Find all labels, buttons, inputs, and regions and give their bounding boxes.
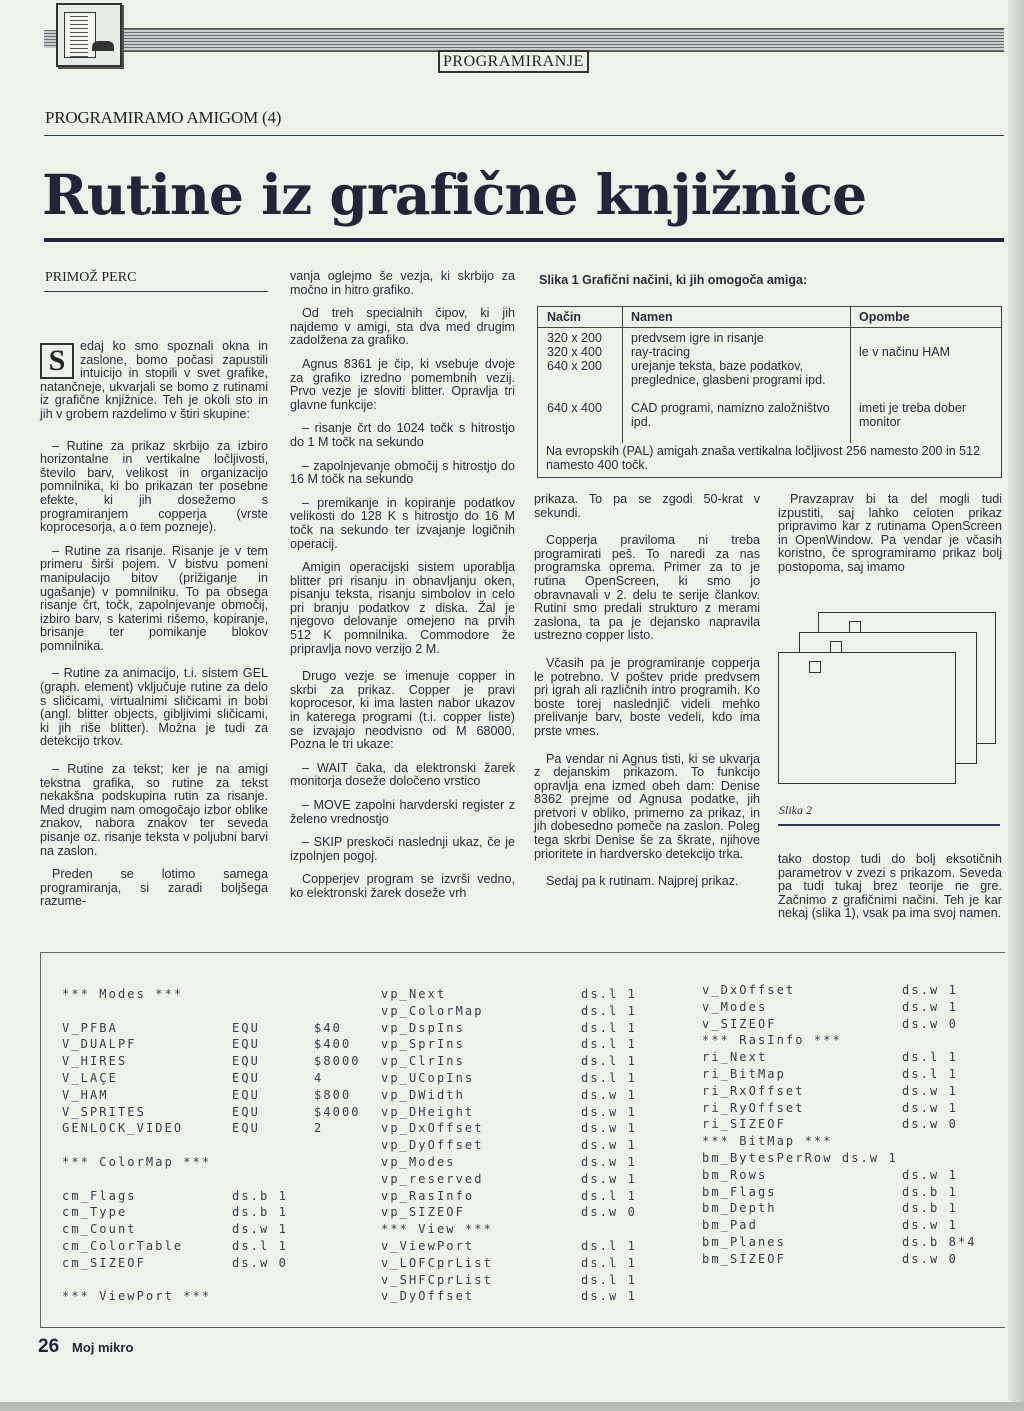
code-label: v_ViewPort	[381, 1238, 475, 1253]
divider	[778, 824, 1000, 826]
code-line	[381, 986, 671, 1003]
code-directive: EQU	[232, 1054, 260, 1069]
code-line	[381, 1221, 671, 1238]
code-label: v_DxOffset	[702, 983, 796, 997]
paragraph: Včasih pa je programiranje copperja le potrebno. V poštev pride predvsem pri igrah ali različnih intro programih. Ko boste torej naslednjič videli mehko prelivanje barv, boste vedeli, kdo ima prste vmes.	[534, 655, 760, 738]
code-line	[381, 1137, 671, 1154]
code-directive: ds.w 1	[581, 1138, 637, 1153]
column-header: Opombe	[859, 310, 910, 324]
code-value: $800	[314, 1087, 352, 1102]
code-line	[702, 999, 1002, 1016]
document-icon	[64, 12, 96, 58]
paragraph: – risanje črt do 1024 točk s hitrostjo do 1 M točk na sekundo	[290, 421, 515, 449]
code-directive: ds.l 1	[581, 1188, 637, 1203]
paragraph: prikaza. To pa se zgodi 50-krat v sekundi.	[534, 492, 760, 520]
article-column-4	[778, 493, 1002, 585]
code-directive: ds.w 0	[902, 1016, 958, 1031]
code-line	[381, 1255, 671, 1272]
code-line	[62, 1104, 362, 1121]
code-directive: ds.w 1	[902, 983, 958, 997]
code-value: $400	[314, 1037, 352, 1052]
code-label: vp_Next	[381, 987, 447, 1001]
paragraph: Agnus 8361 je čip, ki vsebuje dvoje za grafiko izredno pomembnih vezij. Prvo vezje je sloviti blitter. Opravlja tri glavne funkcije:	[290, 356, 515, 412]
series-title: PROGRAMIRAMO AMIGOM (4)	[45, 108, 282, 127]
code-listing-column-3	[702, 982, 1002, 1268]
code-line	[62, 1171, 362, 1188]
code-label: ri_RyOffset	[702, 1100, 805, 1115]
paragraph: – Rutine za prikaz skrbijo za izbiro horizontalne in vertikalne ločljivosti, število barv, velikost in organizacijo pomnilnika, ki bo prikazan ter posebne efekte, ki jih dosežemo s programiranjem copperja (vrste koprocesorja, a o tem pozneje).	[40, 438, 268, 535]
header-band	[60, 28, 1004, 52]
code-directive: ds.w 1	[581, 1121, 637, 1136]
code-value: $40	[314, 1020, 342, 1035]
code-label: v_SHFCprList	[381, 1272, 493, 1287]
code-label: vp_DspIns	[381, 1020, 465, 1035]
code-line	[702, 1167, 1002, 1184]
code-line	[702, 1251, 1002, 1268]
author-byline: PRIMOŽ PERC	[45, 270, 137, 285]
table-cell-purpose: predvsem igre in risanje	[631, 331, 764, 345]
code-line	[62, 1288, 362, 1305]
code-label: V_DUALPF	[62, 1037, 137, 1052]
code-line	[702, 1032, 1002, 1049]
table-footnote: Na evropskih (PAL) amigah znaša vertikalna ločljivost 256 namesto 200 in 512 namesto 400 točk.	[546, 444, 981, 472]
table-cell-mode: 640 x 200	[547, 359, 602, 373]
divider	[44, 135, 1004, 136]
table-cell-purpose: ray-tracing	[631, 345, 691, 359]
code-directive: ds.w 1	[581, 1171, 637, 1186]
code-directive: ds.w 1	[581, 1104, 637, 1119]
column-divider	[622, 307, 623, 443]
paragraph: Drugo vezje se imenuje copper in skrbi za prikaz. Copper je pravi koprocesor, ki ima lasten nabor ukazov in katerega programi (t.i. copper liste) se izvajajo neodvisno od M 68000. Pozna le tri ukaze:	[290, 669, 515, 752]
code-directive: ds.w 1	[581, 1289, 637, 1304]
code-line	[62, 1272, 362, 1289]
page-edge-shadow	[1008, 0, 1024, 1411]
code-directive: EQU	[232, 1121, 260, 1136]
paragraph: tako dostop tudi do bolj eksotičnih parametrov v zvezi s prikazom. Seveda pa tudi tukaj brez teorije ne gre. Začnimo z grafičnimi načini. Teh je kar nekaj (slika 1), vsak pa ima svoj namen.	[778, 852, 1002, 921]
code-line	[62, 1221, 362, 1238]
code-directive: ds.w 0	[902, 1251, 958, 1266]
code-label: ri_Next	[702, 1050, 768, 1065]
code-label: v_Modes	[702, 999, 768, 1014]
telephone-icon	[92, 41, 114, 51]
code-label: vp_UCopIns	[381, 1070, 475, 1085]
paragraph: – Rutine za tekst; ker je na amigi tekstna grafika, so rutine za tekst nekakšna podskupina rutin za risanje. Med drugim nam omogočajo izbor oblike znakov, nabora znakov ter seveda pisanje oz. risanje teksta v poljubni barvi na zaslon.	[40, 762, 268, 858]
code-line	[381, 1154, 671, 1171]
column-header: Namen	[631, 310, 673, 324]
magazine-name: Moj mikro	[72, 1340, 134, 1355]
figure-1-caption: Slika 1 Grafični načini, ki jih omogoča amiga:	[539, 273, 808, 287]
table-cell-note: le v načinu HAM	[859, 345, 951, 359]
code-line	[381, 1120, 671, 1137]
code-label: ri_SIZEOF	[702, 1117, 786, 1132]
code-label: ri_RxOffset	[702, 1083, 805, 1098]
code-line	[381, 1238, 671, 1255]
article-title: Rutine iz grafične knjižnice	[42, 162, 867, 227]
code-label: *** View ***	[381, 1222, 493, 1237]
table-cell-mode: 320 x 400	[547, 345, 602, 359]
code-line	[62, 986, 362, 1003]
code-label: vp_DHeight	[381, 1104, 475, 1119]
paragraph: Copperjev program se izvrši vedno, ko elektronski žarek doseže vrh	[290, 872, 515, 900]
code-directive: ds.l 1	[581, 1272, 637, 1287]
code-line	[381, 1288, 671, 1305]
paragraph-text: edaj ko smo spoznali okna in zaslone, bomo počasi zapustili intuicijo in stopili v svet grafike, natančneje, ukvarjali se bomo z rutinami iz grafične knjižnice. Teh je okoli sto in jih v grobem razdelimo v štiri skupine:	[40, 339, 268, 421]
code-line	[702, 1066, 1002, 1083]
code-line	[702, 1184, 1002, 1201]
code-directive: ds.b 1	[232, 1205, 288, 1220]
code-label: *** ViewPort ***	[62, 1289, 212, 1304]
code-line	[62, 1188, 362, 1205]
code-line	[381, 1036, 671, 1053]
code-label: *** ColorMap ***	[62, 1154, 212, 1169]
code-label: V_LAÇE	[62, 1070, 118, 1085]
paragraph	[40, 340, 268, 422]
code-label: GENLOCK_VIDEO	[62, 1121, 184, 1136]
code-label: V_HAM	[62, 1087, 109, 1102]
code-label: vp_DxOffset	[381, 1121, 484, 1136]
code-listing-column-1	[62, 986, 362, 1305]
code-line	[62, 1137, 362, 1154]
code-label: vp_DyOffset	[381, 1138, 484, 1153]
page-bottom-edge	[0, 1402, 1024, 1411]
paragraph: Preden se lotimo samega programiranja, si zaradi boljšega razume-	[40, 867, 268, 909]
code-directive: EQU	[232, 1087, 260, 1102]
figure-2-caption: Slika 2	[779, 803, 812, 817]
code-directive: ds.l 1	[581, 1054, 637, 1069]
code-label: bm_Flags	[702, 1184, 777, 1199]
code-label: *** BitMap ***	[702, 1134, 833, 1149]
column-header: Način	[547, 310, 582, 324]
code-line	[381, 1020, 671, 1037]
code-value: 2	[314, 1121, 324, 1136]
code-directive: ds.l 1	[581, 1020, 637, 1035]
divider	[44, 291, 268, 292]
code-label: cm_Flags	[62, 1188, 137, 1203]
paragraph: Amigin operacijski sistem uporablja blitter pri risanju in obnavljanju oken, pisanju teksta, risanju simbolov in celo pri branju podatkov z diska. Žal je njegovo delovanje omejeno na prvih 512 K pomnilnika. Commodore že pripravlja novo verzijo 2 M.	[290, 560, 515, 656]
code-label: bm_Rows	[702, 1167, 768, 1182]
code-label: *** Modes ***	[62, 987, 184, 1001]
paragraph: vanja oglejmo še vezja, ki skrbijo za močno in hitro grafiko.	[290, 269, 515, 297]
code-line	[702, 1049, 1002, 1066]
code-label: bm_BytesPerRow ds.w 1	[702, 1150, 898, 1165]
article-column-2	[290, 270, 515, 911]
code-label: V_PFBA	[62, 1020, 118, 1035]
code-label: bm_Depth	[702, 1201, 777, 1216]
code-directive: ds.l 1	[581, 1037, 637, 1052]
code-directive: ds.w 1	[902, 1100, 958, 1115]
table-cell-mode: 320 x 200	[547, 331, 602, 345]
page-number: 26	[38, 1336, 60, 1357]
column-divider	[850, 307, 851, 443]
code-directive: ds.w 1	[232, 1222, 288, 1237]
code-label: bm_Pad	[702, 1218, 758, 1233]
code-line	[381, 1204, 671, 1221]
code-label: v_LOFCprList	[381, 1255, 493, 1270]
code-directive: ds.l 1	[581, 1238, 637, 1253]
code-directive: ds.l 1	[581, 1255, 637, 1270]
code-label: vp_RasInfo	[381, 1188, 475, 1203]
code-line	[702, 1133, 1002, 1150]
article-column-4-continued	[778, 853, 1002, 931]
code-label: V_HIRES	[62, 1054, 128, 1069]
code-label: vp_reserved	[381, 1171, 484, 1186]
code-directive: ds.w 1	[902, 1218, 958, 1233]
code-directive: ds.l 1	[902, 1050, 958, 1065]
code-line	[62, 1204, 362, 1221]
code-line	[62, 1053, 362, 1070]
paragraph: Pravzaprav bi ta del mogli tudi izpustiti, saj lahko celoten prikaz pripravimo kar z rutinama OpenScreen in OpenWindow. Pa vendar je včasih koristno, če sprogramiramo prikaz bolj postopoma, saj imamo	[778, 492, 1002, 574]
code-line	[702, 1217, 1002, 1234]
code-label: vp_ColorMap	[381, 1003, 484, 1018]
paragraph: – MOVE zapolni harvderski register z želeno vrednostjo	[290, 798, 515, 826]
code-directive: ds.w 0	[902, 1117, 958, 1132]
code-listing-column-2	[381, 986, 671, 1305]
code-label: vp_ClrIns	[381, 1054, 465, 1069]
code-label: vp_SIZEOF	[381, 1205, 465, 1220]
article-column-1	[40, 340, 268, 919]
code-label: cm_Type	[62, 1205, 128, 1220]
code-line	[62, 1070, 362, 1087]
code-value: 4	[314, 1070, 324, 1085]
screen-diagram-front	[778, 652, 956, 784]
code-line	[702, 1100, 1002, 1117]
code-label: cm_Count	[62, 1222, 137, 1237]
code-directive: EQU	[232, 1104, 260, 1119]
code-line	[62, 1003, 362, 1020]
code-line	[381, 1003, 671, 1020]
code-directive: ds.l 1	[581, 1070, 637, 1085]
code-line	[62, 1154, 362, 1171]
code-value: $8000	[314, 1054, 361, 1069]
code-line	[381, 1171, 671, 1188]
code-line	[381, 1053, 671, 1070]
code-line	[381, 1104, 671, 1121]
code-directive: ds.l 1	[232, 1238, 288, 1253]
code-line	[381, 1087, 671, 1104]
code-directive: ds.w 1	[581, 1087, 637, 1102]
code-directive: ds.l 1	[581, 1003, 637, 1018]
section-tag: PROGRAMIRANJE	[439, 51, 588, 72]
code-label: V_SPRITES	[62, 1104, 146, 1119]
code-directive: ds.w 0	[232, 1255, 288, 1270]
code-label: vp_Modes	[381, 1154, 456, 1169]
table-cell-mode: 640 x 400	[547, 401, 602, 415]
table-cell-note: imeti je treba dober monitor	[859, 401, 967, 429]
code-label: *** RasInfo ***	[702, 1033, 842, 1048]
table-cell-purpose: urejanje teksta, baze podatkov, preglednice, glasbeni programi ipd.	[631, 359, 826, 387]
code-line	[702, 1150, 1002, 1167]
code-directive: ds.w 1	[902, 999, 958, 1014]
code-line	[62, 1255, 362, 1272]
paragraph: – premikanje in kopiranje podatkov velikosti do 128 K s hitrostjo do 16 M točk na sekundo ter izvajanje logičnih operacij.	[290, 495, 515, 551]
header-band-stub	[44, 30, 56, 48]
code-label: cm_SIZEOF	[62, 1255, 146, 1270]
code-directive: ds.b 1	[902, 1184, 958, 1199]
code-directive: ds.b 1	[902, 1201, 958, 1216]
code-directive: ds.w 1	[581, 1154, 637, 1169]
code-directive: ds.l 1	[581, 987, 637, 1001]
table-header-row	[538, 307, 1001, 328]
code-directive: ds.w 0	[581, 1205, 637, 1220]
paragraph: – Rutine za risanje. Risanje je v tem primeru širši pojem. V bistvu pomeni manipulacijo bitov (prižiganje in ugašanje) v pomnilniku. To pa obsega risanje črt, točk, zapolnjevanje območij, izbiro barv, s katerimi rišemo, kopiranje, brisanje ter pomikanje blokov pomnilnika.	[40, 543, 268, 653]
drop-cap: S	[40, 343, 74, 379]
code-line	[702, 982, 1002, 999]
code-directive: EQU	[232, 1037, 260, 1052]
graphics-modes-table	[537, 306, 1002, 478]
section-logo-icon	[56, 3, 122, 67]
code-line	[702, 1234, 1002, 1251]
code-line	[702, 1116, 1002, 1133]
code-label: ri_BitMap	[702, 1066, 786, 1081]
code-line	[381, 1272, 671, 1289]
code-directive: ds.w 1	[902, 1083, 958, 1098]
paragraph: Od treh specialnih čipov, ki jih najdemo v amigi, sta dva med drugim zadolžena za grafiko.	[290, 306, 515, 348]
gadget-icon	[809, 661, 821, 673]
paragraph: Copperja praviloma ni treba programirati peš. To naredi za nas programska oprema. Primer za to je rutina OpenScreen, ki smo jo obravnavali v 2. delu te serije člankov. Rutini smo predali strukturo z merami zaslona, ta pa je dejansko napravila ustrezno copper listo.	[534, 533, 760, 643]
table-cell-purpose: CAD programi, namizno založništvo ipd.	[631, 401, 830, 429]
code-directive: ds.b 1	[232, 1188, 288, 1203]
code-line	[62, 1238, 362, 1255]
paragraph: Pa vendar ni Agnus tisti, ki se ukvarja z dejanskim prikazom. To funkcijo opravlja ena izmed obeh dam: Denise 8362 prejme od Agnusa podatke, jih pretvori v obliko, primerno za prikaz, in jih dobesedno pomeče na zaslon. Poleg tega skrbi Denise še za škrate, njihove prioritete in hardversko detekcijo trka.	[534, 751, 760, 861]
code-line	[381, 1188, 671, 1205]
paragraph: Sedaj pa k rutinam. Najprej prikaz.	[546, 874, 739, 889]
paragraph: – zapolnjevanje območij s hitrostjo do 16 M točk na sekundo	[290, 458, 515, 487]
code-line	[62, 1087, 362, 1104]
code-label: v_DyOffset	[381, 1289, 475, 1304]
code-label: v_SIZEOF	[702, 1016, 777, 1031]
paragraph: – SKIP preskoči naslednji ukaz, če je izpolnjen pogoj.	[290, 835, 515, 863]
code-directive: EQU	[232, 1020, 260, 1035]
code-line	[702, 1200, 1002, 1217]
title-rule	[44, 238, 1004, 242]
code-value: $4000	[314, 1104, 361, 1119]
code-line	[62, 1120, 362, 1137]
code-label: cm_ColorTable	[62, 1238, 184, 1253]
code-directive: ds.b 8*4	[902, 1234, 977, 1249]
code-line	[702, 1016, 1002, 1033]
code-directive: ds.w 1	[902, 1167, 958, 1182]
paragraph: – Rutine za animacijo, t.i. sistem GEL (graph. element) vključuje rutine za delo s sličicami, virtualnimi sličicami in bobi (angl. blitter objects, gibljivimi sličicami, ki jih riše blitter). Možna je tudi za detekcijo trkov.	[40, 666, 268, 749]
code-label: bm_Planes	[702, 1234, 786, 1249]
code-line	[702, 1083, 1002, 1100]
code-line	[381, 1070, 671, 1087]
code-directive: EQU	[232, 1070, 260, 1085]
code-line	[62, 1020, 362, 1037]
code-directive: ds.l 1	[902, 1066, 958, 1081]
article-column-3	[534, 493, 760, 899]
code-label: bm_SIZEOF	[702, 1251, 786, 1266]
paragraph: – WAIT čaka, da elektronski žarek monitorja doseže določeno vrstico	[290, 760, 515, 789]
code-label: vp_SprIns	[381, 1037, 465, 1052]
code-label: vp_DWidth	[381, 1087, 465, 1102]
code-line	[62, 1036, 362, 1053]
